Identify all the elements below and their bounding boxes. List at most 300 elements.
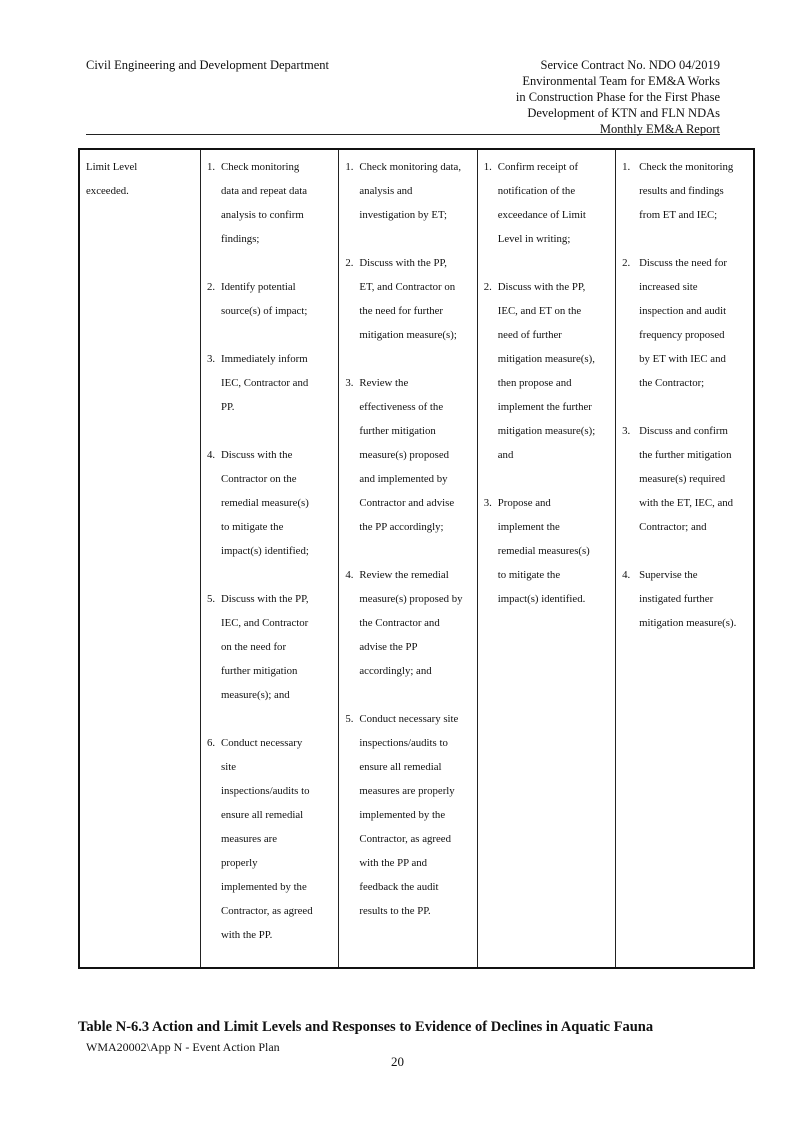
action-item-line: [484, 347, 609, 371]
item-number: [622, 491, 639, 515]
item-text: notification of the: [497, 185, 576, 197]
item-number: [484, 515, 498, 539]
action-item-line: [345, 587, 470, 611]
action-item-line: [345, 443, 470, 467]
action-item-line: [345, 635, 470, 659]
item-text: IEC, and Contractor: [221, 617, 309, 629]
item-text: impact(s) identified.: [497, 593, 586, 605]
action-item-line: [622, 467, 747, 491]
item-text: increased site: [639, 281, 698, 293]
item-number: [345, 875, 359, 899]
item-text: inspection and audit: [639, 305, 727, 317]
item-text: mitigation measure(s);: [497, 425, 596, 437]
item-number: [622, 347, 639, 371]
item-text: the need for further: [359, 305, 444, 317]
item-text: with the PP.: [221, 929, 273, 941]
item-number: [207, 491, 221, 515]
item-number: [484, 419, 498, 443]
item-number: [345, 851, 359, 875]
item-number: [345, 659, 359, 683]
action-item-line: [484, 227, 609, 251]
item-text: impact(s) identified;: [221, 545, 309, 557]
item-text: by ET with IEC and: [639, 353, 726, 365]
item-text: with the ET, IEC, and: [639, 497, 734, 509]
item-number: 4.: [207, 449, 218, 461]
footer-file-reference: WMA20002\App N - Event Action Plan: [86, 1040, 280, 1054]
action-item-line: [345, 275, 470, 299]
item-number: [345, 179, 359, 203]
item-number: [207, 683, 221, 707]
item-number: 5.: [207, 593, 218, 605]
item-number: [207, 899, 221, 923]
action-item-line: [345, 803, 470, 827]
item-number: 1.: [345, 161, 354, 173]
action-cell-et: [201, 149, 339, 968]
item-text: implement the: [497, 521, 560, 533]
item-number: 1.: [622, 161, 636, 173]
item-number: 3.: [483, 497, 495, 509]
item-number: 2.: [483, 281, 495, 293]
action-item-line: [622, 251, 747, 275]
action-item-line: [345, 371, 470, 395]
item-text: remedial measures(s): [497, 545, 590, 557]
action-item-line: [622, 275, 747, 299]
item-number: [484, 227, 498, 251]
item-number: [207, 395, 221, 419]
item-number: [207, 179, 221, 203]
item-number: 2.: [345, 257, 354, 269]
action-item-line: [207, 587, 332, 611]
header-contract-no: Service Contract No. NDO 04/2019: [540, 58, 720, 72]
item-text: the PP accordingly;: [359, 521, 444, 533]
action-item-line: [207, 227, 332, 251]
event-line: exceeded.: [86, 185, 129, 197]
item-number: [345, 491, 359, 515]
action-item-line: [207, 155, 332, 179]
item-number: [484, 299, 498, 323]
item-spacer: [484, 467, 609, 491]
item-text: feedback the audit: [359, 881, 439, 893]
action-item-line: [484, 419, 609, 443]
item-number: [207, 515, 221, 539]
item-spacer: [207, 323, 332, 347]
event-line: Limit Level: [86, 161, 138, 173]
item-number: [484, 395, 498, 419]
action-item-line: [207, 875, 332, 899]
item-number: [345, 635, 359, 659]
item-number: [622, 299, 639, 323]
item-spacer: [622, 227, 747, 251]
action-item-line: [207, 899, 332, 923]
item-number: 5.: [345, 713, 354, 725]
action-item-line: [207, 731, 332, 755]
item-number: [207, 827, 221, 851]
action-item-line: [345, 779, 470, 803]
header-department: Civil Engineering and Development Department: [86, 58, 329, 72]
action-item-line: [484, 299, 609, 323]
action-item-line: [207, 203, 332, 227]
item-text: PP.: [221, 401, 235, 413]
item-number: [345, 803, 359, 827]
item-number: [345, 587, 359, 611]
item-text: site: [221, 761, 236, 773]
item-text: Review the remedial: [359, 569, 449, 581]
action-item-line: [207, 347, 332, 371]
action-item-line: [484, 203, 609, 227]
action-item-line: [207, 515, 332, 539]
item-number: [345, 827, 359, 851]
item-number: [345, 419, 359, 443]
item-text: Discuss the need for: [639, 257, 727, 269]
action-item-line: [345, 203, 470, 227]
action-item-line: [207, 683, 332, 707]
action-item-line: [207, 755, 332, 779]
action-item-line: [345, 659, 470, 683]
item-spacer: [207, 419, 332, 443]
item-spacer: [345, 347, 470, 371]
item-text: findings;: [221, 233, 260, 245]
item-text: Contractor, as agreed: [359, 833, 451, 845]
item-text: Check the monitoring: [639, 161, 734, 173]
action-item-line: [484, 323, 609, 347]
item-spacer: [207, 707, 332, 731]
item-text: ensure all remedial: [221, 809, 304, 821]
action-item-line: [345, 899, 470, 923]
item-text: Identify potential: [221, 281, 296, 293]
header-phase: in Construction Phase for the First Phase: [515, 90, 720, 104]
item-spacer: [622, 539, 747, 563]
action-item-line: [484, 539, 609, 563]
item-text: results to the PP.: [359, 905, 431, 917]
item-text: Contractor on the: [221, 473, 297, 485]
item-text: frequency proposed: [639, 329, 725, 341]
action-cell-pp: [616, 149, 754, 968]
action-item-line: [207, 371, 332, 395]
item-number: [207, 299, 221, 323]
item-number: [345, 779, 359, 803]
header-contract-info: [516, 57, 720, 137]
item-number: [622, 515, 639, 539]
item-text: Confirm receipt of: [497, 161, 579, 173]
item-spacer: [345, 683, 470, 707]
action-item-line: [207, 779, 332, 803]
item-text: further mitigation: [221, 665, 298, 677]
item-number: 3.: [207, 353, 218, 365]
item-number: [207, 875, 221, 899]
action-item-line: [345, 755, 470, 779]
item-text: mitigation measure(s);: [359, 329, 457, 341]
table-row: [79, 149, 754, 968]
item-text: analysis and: [359, 185, 413, 197]
item-number: [622, 587, 639, 611]
action-item-line: [345, 155, 470, 179]
action-item-line: [484, 275, 609, 299]
item-number: [484, 443, 498, 467]
item-spacer: [345, 539, 470, 563]
event-cell: [79, 149, 201, 968]
item-text: Level in writing;: [497, 233, 571, 245]
item-number: [484, 371, 498, 395]
item-number: 2.: [207, 281, 218, 293]
action-item-line: [345, 875, 470, 899]
item-text: Discuss and confirm: [639, 425, 728, 437]
item-text: results and findings: [639, 185, 724, 197]
item-number: [622, 443, 639, 467]
item-text: Supervise the: [639, 569, 698, 581]
item-text: need of further: [497, 329, 562, 341]
action-item-line: [345, 323, 470, 347]
item-text: implement the further: [497, 401, 592, 413]
item-number: [484, 323, 498, 347]
item-number: 3.: [345, 377, 354, 389]
action-item-line: [345, 491, 470, 515]
action-item-line: [345, 515, 470, 539]
action-item-line: [207, 827, 332, 851]
item-number: 6.: [207, 737, 218, 749]
item-spacer: [345, 227, 470, 251]
action-item-line: [345, 827, 470, 851]
action-item-line: [484, 179, 609, 203]
item-text: Review the: [359, 377, 409, 389]
item-text: analysis to confirm: [221, 209, 304, 221]
item-text: Discuss with the PP,: [497, 281, 586, 293]
item-text: and: [497, 449, 514, 461]
item-text: Immediately inform: [221, 353, 308, 365]
item-text: the Contractor and: [359, 617, 440, 629]
item-text: IEC, and ET on the: [497, 305, 582, 317]
item-text: measure(s); and: [221, 689, 290, 701]
item-text: Contractor, as agreed: [221, 905, 313, 917]
item-number: [345, 443, 359, 467]
item-text: Propose and: [497, 497, 551, 509]
action-item-line: [622, 611, 747, 635]
item-number: [207, 539, 221, 563]
item-text: implemented by the: [359, 809, 446, 821]
action-item-line: [622, 443, 747, 467]
item-spacer: [484, 251, 609, 275]
item-number: 2.: [622, 257, 636, 269]
action-item-line: [622, 419, 747, 443]
item-number: [622, 203, 639, 227]
item-number: [345, 203, 359, 227]
action-item-line: [345, 707, 470, 731]
item-number: 1.: [483, 161, 495, 173]
action-item-line: [345, 467, 470, 491]
item-number: [345, 323, 359, 347]
item-text: ET, and Contractor on: [359, 281, 456, 293]
item-text: advise the PP: [359, 641, 418, 653]
item-spacer: [207, 563, 332, 587]
item-number: [207, 227, 221, 251]
action-item-line: [622, 563, 747, 587]
action-item-line: [484, 515, 609, 539]
action-item-line: [207, 659, 332, 683]
item-number: [484, 347, 498, 371]
item-text: the Contractor;: [639, 377, 705, 389]
action-item-line: [622, 323, 747, 347]
action-item-line: [484, 371, 609, 395]
item-text: Conduct necessary site: [359, 713, 459, 725]
item-text: to mitigate the: [221, 521, 284, 533]
item-text: exceedance of Limit: [497, 209, 586, 221]
item-number: [484, 563, 498, 587]
item-number: [207, 635, 221, 659]
item-number: [345, 611, 359, 635]
action-item-line: [207, 611, 332, 635]
action-item-line: [207, 491, 332, 515]
action-item-line: [484, 395, 609, 419]
action-item-line: [207, 275, 332, 299]
item-text: measure(s) proposed by: [359, 593, 463, 605]
action-item-line: [622, 179, 747, 203]
item-text: mitigation measure(s).: [639, 617, 737, 629]
item-number: 1.: [207, 161, 218, 173]
action-item-line: [622, 371, 747, 395]
item-text: Contractor and advise: [359, 497, 455, 509]
item-text: further mitigation: [359, 425, 436, 437]
item-number: [207, 803, 221, 827]
action-item-line: [484, 563, 609, 587]
item-text: Discuss with the: [221, 449, 293, 461]
item-text: mitigation measure(s),: [497, 353, 595, 365]
action-item-line: [345, 179, 470, 203]
item-number: [345, 467, 359, 491]
action-item-line: [484, 587, 609, 611]
item-text: effectiveness of the: [359, 401, 444, 413]
action-item-line: [207, 443, 332, 467]
action-item-line: [345, 395, 470, 419]
item-text: measure(s) proposed: [359, 449, 450, 461]
action-item-line: [207, 635, 332, 659]
action-item-line: [345, 851, 470, 875]
item-text: then propose and: [497, 377, 572, 389]
item-number: 4.: [345, 569, 354, 581]
item-text: Discuss with the PP,: [221, 593, 309, 605]
item-number: [207, 923, 221, 947]
item-text: properly: [221, 857, 258, 869]
item-text: the further mitigation: [639, 449, 732, 461]
action-item-line: [622, 203, 747, 227]
action-item-line: [207, 299, 332, 323]
item-text: Check monitoring: [221, 161, 300, 173]
item-number: [345, 275, 359, 299]
table-caption: Table N-6.3 Action and Limit Levels and Responses to Evidence of Declines in Aquatic Fauna: [78, 1019, 654, 1035]
item-text: measures are properly: [359, 785, 455, 797]
item-number: [207, 203, 221, 227]
item-spacer: [622, 395, 747, 419]
item-text: inspections/audits to: [221, 785, 310, 797]
action-item-line: [484, 491, 609, 515]
item-text: investigation by ET;: [359, 209, 447, 221]
action-cell-contractor: [477, 149, 615, 968]
item-text: instigated further: [639, 593, 714, 605]
item-text: to mitigate the: [497, 569, 561, 581]
item-text: on the need for: [221, 641, 287, 653]
action-item-line: [207, 467, 332, 491]
item-number: [207, 467, 221, 491]
action-item-line: [622, 587, 747, 611]
action-item-line: [345, 299, 470, 323]
item-number: [207, 371, 221, 395]
item-text: accordingly; and: [359, 665, 432, 677]
item-text: Conduct necessary: [221, 737, 303, 749]
item-number: 4.: [622, 569, 636, 581]
item-text: remedial measure(s): [221, 497, 309, 509]
item-number: 3.: [622, 425, 636, 437]
item-number: [484, 539, 498, 563]
item-text: data and repeat data: [221, 185, 308, 197]
item-text: and implemented by: [359, 473, 448, 485]
header-team: Environmental Team for EM&A Works: [522, 74, 720, 88]
event-action-table: [78, 148, 755, 969]
action-item-line: [345, 251, 470, 275]
action-item-line: [345, 563, 470, 587]
item-number: [622, 371, 639, 395]
item-text: IEC, Contractor and: [221, 377, 309, 389]
action-item-line: [345, 419, 470, 443]
action-item-line: [622, 155, 747, 179]
item-text: implemented by the: [221, 881, 307, 893]
action-item-line: [622, 347, 747, 371]
item-number: [345, 755, 359, 779]
item-number: [345, 899, 359, 923]
action-item-line: [484, 155, 609, 179]
action-item-line: [207, 539, 332, 563]
item-number: [345, 515, 359, 539]
page-number: 20: [391, 1054, 404, 1069]
item-number: [484, 203, 498, 227]
action-item-line: [207, 179, 332, 203]
action-item-line: [207, 395, 332, 419]
item-number: [484, 587, 498, 611]
item-number: [622, 275, 639, 299]
item-number: [484, 179, 498, 203]
header-divider: [86, 134, 720, 135]
item-number: [207, 779, 221, 803]
action-item-line: [484, 443, 609, 467]
item-text: measure(s) required: [639, 473, 726, 485]
item-text: Contractor; and: [639, 521, 707, 533]
item-number: [207, 659, 221, 683]
action-item-line: [345, 611, 470, 635]
item-number: [622, 467, 639, 491]
action-item-line: [345, 731, 470, 755]
header-report-type: Monthly EM&A Report: [599, 122, 720, 136]
item-text: with the PP and: [359, 857, 428, 869]
action-cell-iec: [339, 149, 477, 968]
item-number: [207, 851, 221, 875]
item-text: from ET and IEC;: [639, 209, 718, 221]
action-item-line: [622, 515, 747, 539]
item-number: [345, 395, 359, 419]
item-text: Discuss with the PP,: [359, 257, 447, 269]
item-number: [622, 611, 639, 635]
item-text: Check monitoring data,: [359, 161, 462, 173]
item-number: [622, 179, 639, 203]
action-item-line: [207, 851, 332, 875]
item-text: ensure all remedial: [359, 761, 442, 773]
item-text: source(s) of impact;: [221, 305, 308, 317]
item-number: [622, 323, 639, 347]
item-text: measures are: [221, 833, 278, 845]
action-item-line: [207, 923, 332, 947]
item-spacer: [207, 251, 332, 275]
action-item-line: [622, 491, 747, 515]
item-text: inspections/audits to: [359, 737, 448, 749]
item-number: [345, 299, 359, 323]
item-number: [207, 755, 221, 779]
item-number: [207, 611, 221, 635]
